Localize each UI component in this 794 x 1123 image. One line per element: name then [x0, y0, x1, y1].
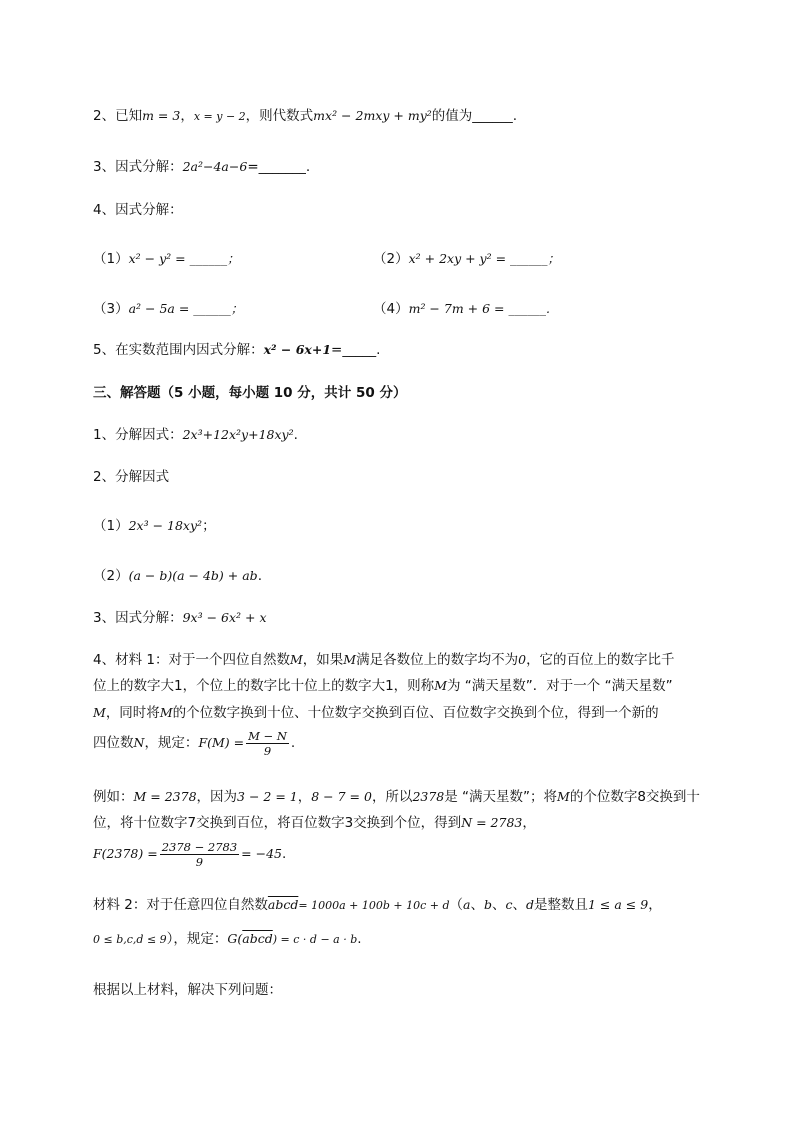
math: m = 3 [142, 108, 181, 123]
example-line-3 [93, 838, 286, 870]
text: =_______. [247, 159, 311, 175]
text: 2、已知 [93, 108, 143, 124]
numerator: 2378 − 2783 [161, 839, 238, 854]
math: F(2378) = [93, 846, 158, 861]
question-4-part-2 [373, 249, 560, 269]
math: N = 2783 [461, 815, 523, 830]
math: 0 ≤ b,c,d ≤ 9 [93, 933, 167, 946]
text: . [257, 568, 262, 584]
solve-3 [93, 608, 267, 628]
text: ，所以 [371, 789, 413, 805]
math: ) = c · d − a · b [272, 933, 358, 946]
question-4-part-1 [93, 249, 240, 269]
question-2 [93, 106, 517, 127]
label: （2） [373, 251, 409, 267]
text: 材料 2：对于任意四位自然数 [93, 897, 268, 913]
material-1-line-2 [93, 676, 673, 696]
material-2-line-2 [93, 929, 362, 950]
math: 0 [518, 652, 527, 667]
text: ， [522, 815, 536, 831]
example-line-2 [93, 813, 536, 833]
question-3 [93, 157, 310, 177]
text: ，同时将 [105, 705, 160, 721]
label: （3） [93, 301, 129, 317]
text: 满足各数位上的数字均不为 [356, 652, 519, 668]
text: 、 [491, 897, 506, 913]
text: ，它的百位上的数字比千 [526, 652, 675, 668]
text: 4、材料 1：对于一个四位自然数 [93, 652, 290, 668]
material-1-line-4 [93, 728, 295, 758]
text: ， [297, 789, 312, 805]
text: ，因为 [196, 789, 238, 805]
material-1-line-3 [93, 703, 659, 723]
math: abcd [242, 931, 273, 946]
text: ，规定： [144, 735, 199, 751]
math: M = 2378 [133, 789, 197, 804]
question-4-part-3 [93, 299, 243, 319]
text: . [282, 846, 287, 862]
math: M [159, 705, 173, 720]
section-heading: 三、解答题（5 小题，每小题 10 分，共计 50 分） [93, 385, 407, 401]
math: 2x³+12x²y+18xy² [182, 427, 294, 442]
text: 5、在实数范围内因式分解： [93, 342, 264, 358]
text: =_____. [331, 342, 381, 358]
text: 的个位数字8交换到十 [569, 789, 700, 805]
math: mx² − 2mxy + my² [313, 108, 432, 123]
math: x² + 2xy + y² = ______； [408, 251, 561, 266]
text: 例如： [93, 789, 134, 805]
material-1-line-1 [93, 650, 675, 670]
math: x² − y² = ______； [128, 251, 240, 266]
math: 3 − 2 = 1 [237, 789, 298, 804]
material-2-line-1 [93, 895, 662, 916]
denominator: 9 [263, 743, 272, 758]
text: . [357, 931, 362, 947]
text: ， [180, 108, 194, 124]
math: N [133, 735, 145, 750]
math: 1 ≤ a ≤ 9 [588, 897, 649, 912]
math: M [557, 789, 570, 804]
text: 为 “满天星数”．对于一个 “满天星数” [447, 678, 673, 694]
math: = 1000a + 100b + 10c + d [298, 899, 450, 912]
example-line-1 [93, 787, 700, 807]
text: 位上的数字大1，个位上的数字比十位上的数字大1，则称 [93, 678, 435, 694]
text: （ [449, 897, 463, 913]
math: (a − b)(a − 4b) + ab [128, 568, 258, 583]
math: m² − 7m + 6 = ______. [408, 301, 550, 316]
text: . [290, 735, 296, 751]
closing-line: 根据以上材料，解决下列问题： [93, 982, 282, 998]
math: d [525, 897, 534, 912]
text: 的个位数字换到十位、十位数字交换到百位、百位数字交换到个位，得到一个新的 [172, 705, 659, 721]
solve-1 [93, 425, 298, 445]
math: 2a²−4a−6 [182, 159, 248, 174]
math: abcd [267, 897, 299, 912]
fraction [246, 729, 289, 758]
text: ），规定： [166, 931, 228, 947]
denominator: 9 [195, 854, 204, 869]
math: M [289, 652, 303, 667]
label: （1） [93, 251, 129, 267]
math: b [483, 897, 492, 912]
text: . [293, 427, 298, 443]
solve-2-part-2 [93, 566, 262, 586]
math: a² − 5a = ______； [128, 301, 244, 316]
math: M [93, 705, 106, 720]
label: （2） [93, 568, 129, 584]
text: 、 [470, 897, 484, 913]
text: ； [202, 518, 216, 534]
math: 2x³ − 18xy² [128, 518, 203, 533]
text: 、 [512, 897, 526, 913]
text: ，则代数式 [245, 108, 314, 124]
math: a [463, 897, 471, 912]
question-4-title: 4、因式分解： [93, 202, 183, 218]
math: = −45 [241, 846, 282, 861]
text: 3、因式分解： [93, 610, 183, 626]
text: 是整数且 [534, 897, 588, 913]
text: 3、因式分解： [93, 159, 183, 175]
numerator: M − N [248, 728, 287, 743]
text: 是 “满天星数”；将 [444, 789, 558, 805]
text: 的值为______. [431, 108, 518, 124]
text: 1、分解因式： [93, 427, 183, 443]
label: （4） [373, 301, 409, 317]
text: 位，将十位数字7交换到百位，将百位数字3交换到个位，得到 [93, 815, 462, 831]
math: 2378 [412, 789, 445, 804]
math: x = y − 2 [193, 110, 246, 123]
solve-2-title: 2、分解因式 [93, 469, 170, 485]
text: ， [648, 897, 662, 913]
text: ，如果 [302, 652, 344, 668]
math: M [434, 678, 447, 693]
math: 8 − 7 = 0 [311, 789, 372, 804]
math: G( [227, 931, 243, 946]
fraction [160, 840, 239, 869]
text: 四位数 [93, 735, 134, 751]
math: x² − 6x+1 [263, 342, 332, 357]
math: M [343, 652, 357, 667]
math: c [505, 897, 513, 912]
math: 9x³ − 6x² + x [182, 610, 267, 625]
label: （1） [93, 518, 129, 534]
math: F(M) = [198, 735, 245, 750]
solve-2-part-1 [93, 516, 216, 536]
question-5 [93, 340, 380, 360]
question-4-part-4 [373, 299, 550, 319]
